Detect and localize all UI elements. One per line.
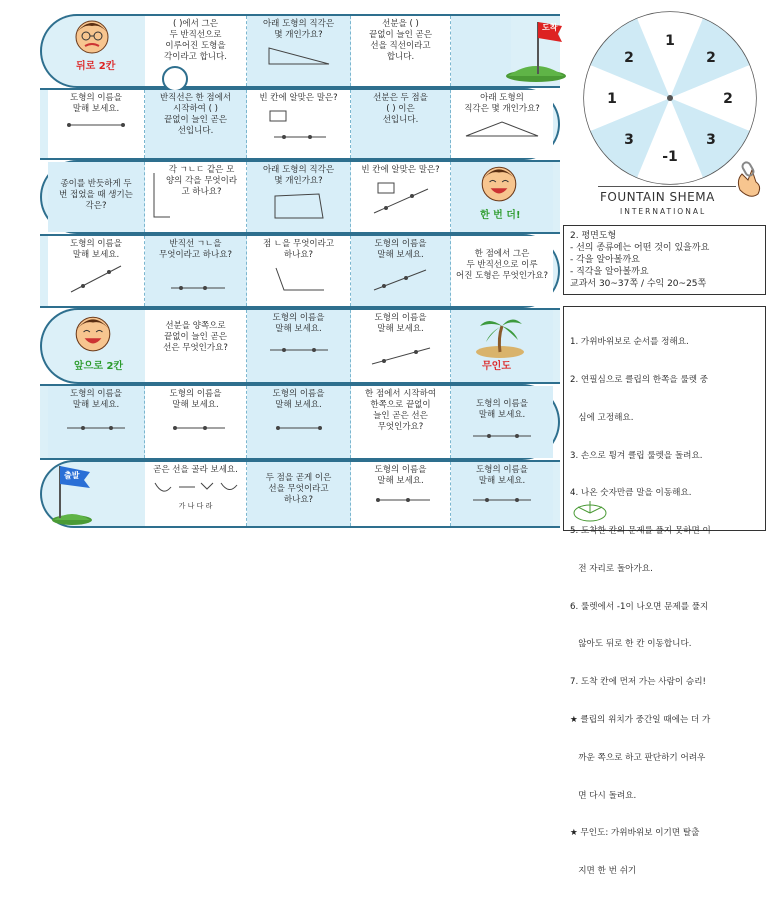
spinner-number: 2 (624, 49, 634, 66)
quad-figure (269, 190, 329, 220)
forward2-label: 앞으로 2칸 (74, 361, 124, 372)
triangle-figure (264, 44, 334, 66)
spinner-number: -1 (662, 149, 678, 165)
ray-figure-5 (366, 490, 436, 512)
cell-r4-c2[interactable]: 반직선 ㄱㄴ을 무엇이라고 하나요? (145, 236, 247, 306)
info-line: - 각을 알아볼까요 (570, 255, 640, 265)
rule-line: 5. 도착한 칸의 문제를 풀지 못하면 이 (570, 526, 711, 537)
cell-r2-c4[interactable]: 선분은 두 점을 ( ) 이은 선입니다. (351, 90, 451, 158)
spinner-number: 2 (706, 49, 716, 66)
start-label: 출발 (64, 471, 80, 480)
cell-r1-c3[interactable]: 선분을 ( ) 끝없이 늘인 곧은 선을 직선이라고 합니다. (351, 16, 451, 86)
cell-r3-c4[interactable]: 빈 칸에 알맞은 말은? (351, 162, 451, 232)
line-figure-2 (61, 264, 131, 294)
cell-r5-c1[interactable]: 선분을 양쪽으로 끝없이 늘인 곧은 선은 무엇인가요? (145, 310, 247, 382)
spinner-number: 3 (624, 132, 634, 149)
triangle-figure-2 (462, 118, 542, 138)
rule-line: 2. 연필심으로 클립의 한쪽을 룰렛 중 (570, 374, 709, 385)
rule-line: ★ 클립의 위치가 중간일 때에는 더 가 (570, 715, 711, 725)
spinner-mini-icon (572, 499, 608, 525)
rule-line: 3. 손으로 튕겨 클립 룰렛을 돌려요. (570, 450, 703, 461)
cell-r7-c4[interactable]: 도형의 이름을 말해 보세요. (451, 462, 553, 526)
cell-r5-c3[interactable]: 도형의 이름을 말해 보세요. (351, 310, 451, 382)
info-line: 2. 평면도형 (570, 231, 617, 241)
rule-line: 지면 한 번 쉬기 (570, 866, 637, 877)
rule-line: ★ 무인도: 가위바위보 이기면 탈출 (570, 828, 700, 839)
cell-r7-c1[interactable]: 곧은 선을 골라 보세요. 가 나 다 라 (145, 462, 247, 526)
cell-r2-c3[interactable]: 빈 칸에 알맞은 말은? (247, 90, 351, 158)
cell-r1-c1[interactable]: ( )에서 그은 두 반직선으로 이루어진 도형을 각이라고 합니다. (145, 16, 247, 86)
segment-figure (61, 118, 131, 132)
segment-figure-4 (264, 414, 334, 444)
connector-circle (162, 66, 188, 92)
ray-figure-3 (366, 264, 436, 294)
rule-line: 심에 고정해요. (570, 412, 634, 423)
cell-r4-c3[interactable]: 점 ㄴ을 무엇이라고 하나요? (247, 236, 351, 306)
again-label: 한 번 더! (480, 210, 521, 221)
spinner-number: 3 (706, 132, 716, 149)
cell-r6-c5[interactable]: 도형의 이름을 말해 보세요. (451, 386, 553, 458)
island-label: 무인도 (482, 361, 511, 372)
choice-lines-figure (151, 479, 241, 501)
cell-r4-c5[interactable]: 한 점에서 그은 두 반직선으로 이루 어진 도형은 무엇인가요? (451, 236, 553, 306)
again-face-icon (478, 162, 520, 208)
ray-figure (264, 107, 334, 143)
cell-r3-c2[interactable]: 각 ㄱㄴㄷ 같은 모 양의 각을 무엇이라 고 하나요? (145, 162, 247, 232)
cell-r7-c2[interactable]: 두 점을 곧게 이은 선을 무엇이라고 하나요? (247, 462, 351, 526)
ray-figure-2 (161, 264, 231, 294)
cell-r2-c2[interactable]: 반직선은 한 점에서 시작하여 ( ) 끝없이 늘인 곧은 선입니다. (145, 90, 247, 158)
rule-line: 않아도 뒤로 한 칸 이동합니다. (570, 639, 692, 650)
rule-line: 전 자리로 돌아가요. (570, 563, 653, 574)
rules-box (563, 306, 766, 877)
cell-r1-c2[interactable]: 아래 도형의 직각은 몇 개인가요? (247, 16, 351, 86)
back-face-icon (72, 16, 112, 60)
spinner-number: 2 (723, 91, 733, 107)
ray-figure-4 (161, 414, 231, 444)
info-line: - 선의 종류에는 어떤 것이 있을까요 (570, 243, 710, 253)
unit-info-box (563, 225, 766, 295)
cell-r6-c1[interactable]: 도형의 이름을 말해 보세요. (48, 386, 145, 458)
angle-figure-2 (264, 264, 334, 294)
spinner-number: 1 (607, 91, 617, 107)
cell-r2-c5[interactable]: 아래 도형의 직각은 몇 개인가요? (451, 90, 553, 158)
cell-r4-c4[interactable]: 도형의 이름을 말해 보세요. (351, 236, 451, 306)
rule-line: 6. 룰렛에서 -1이 나오면 문제를 풀지 (570, 601, 709, 612)
logo-divider (598, 186, 736, 187)
roulette-spinner[interactable] (580, 8, 770, 198)
hand-clip-icon (730, 160, 770, 200)
cell-r7-c3[interactable]: 도형의 이름을 말해 보세요. (351, 462, 451, 526)
cell-r6-c3[interactable]: 도형의 이름을 말해 보세요. (247, 386, 351, 458)
cell-r3-c3[interactable]: 아래 도형의 직각은 몇 개인가요? (247, 162, 351, 232)
cell-r6-c2[interactable]: 도형의 이름을 말해 보세요. (145, 386, 247, 458)
info-line: 교과서 30~37쪽 / 수익 20~25쪽 (570, 279, 707, 289)
rule-line: 1. 가위바위보로 순서를 정해요. (570, 337, 689, 348)
line-figure-5 (467, 490, 537, 512)
rule-line: 까운 쪽으로 하고 판단하기 어려우 (570, 752, 706, 763)
spinner-number: 1 (665, 33, 675, 49)
line-figure (366, 179, 436, 219)
info-line: - 직각을 알아볼까요 (570, 267, 649, 277)
logo-sub: INTERNATIONAL (620, 207, 707, 216)
rule-line: 면 다시 돌려요. (570, 790, 637, 801)
island-icon (474, 310, 526, 362)
line-figure-4 (467, 424, 537, 450)
line-figure-3 (366, 338, 436, 368)
forward-face-icon (72, 312, 114, 358)
angle-figure (148, 171, 172, 221)
cell-r4-c1[interactable]: 도형의 이름을 말해 보세요. (48, 236, 145, 306)
rule-line: 4. 나온 숫자만큼 말을 이동해요. (570, 488, 692, 499)
segment-figure-3 (61, 414, 131, 444)
rule-line: 7. 도착 칸에 먼저 가는 사람이 승리! (570, 677, 706, 688)
arrival-label: 도착 (542, 23, 558, 32)
back2-label: 뒤로 2칸 (76, 61, 116, 72)
cell-r2-c1[interactable]: 도형의 이름을 말해 보세요. (48, 90, 145, 158)
cell-r3-c1[interactable]: 종이를 반듯하게 두 번 접었을 때 생기는 각은? (48, 162, 145, 232)
cell-r5-c2[interactable]: 도형의 이름을 말해 보세요. (247, 310, 351, 382)
logo-name: FOUNTAIN SHEMA (600, 190, 715, 204)
cell-r6-c4[interactable]: 한 점에서 시작하여 한쪽으로 끝없이 늘인 곧은 선은 무엇인가요? (351, 386, 451, 458)
segment-figure-2 (264, 338, 334, 368)
